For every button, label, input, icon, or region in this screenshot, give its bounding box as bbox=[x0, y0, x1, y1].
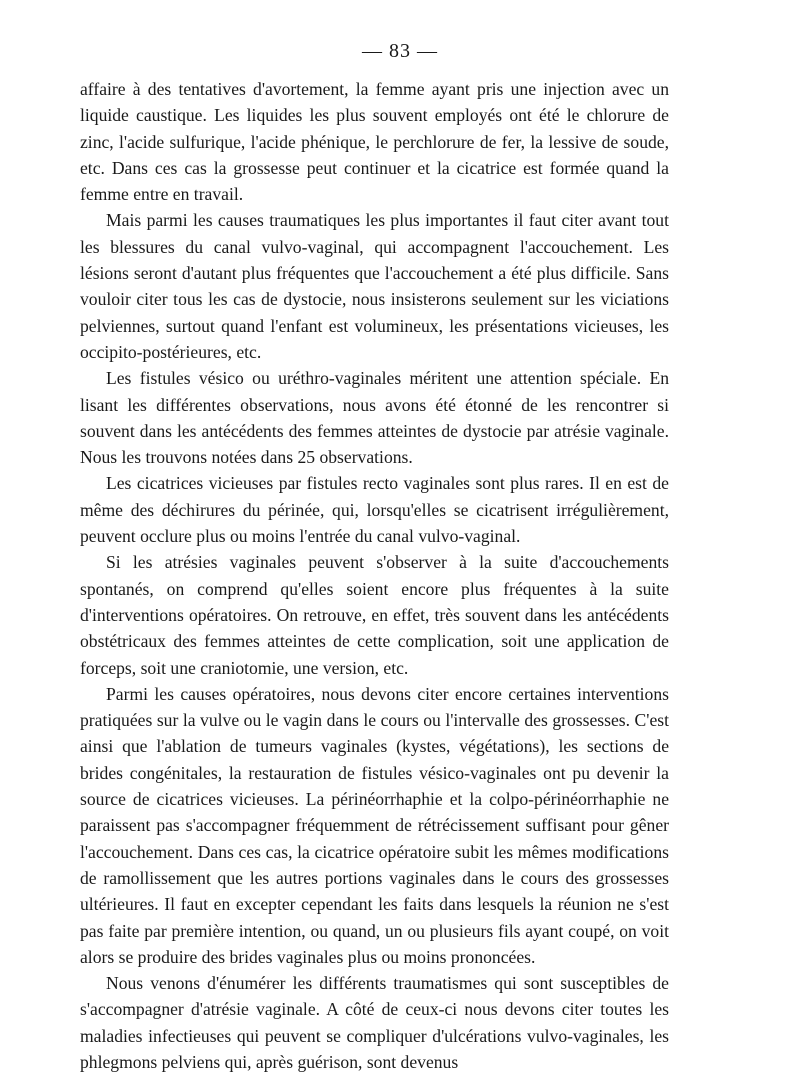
page-number: — 83 — bbox=[362, 40, 438, 62]
paragraph-4: Les cicatrices vicieuses par fistules recto vaginales sont plus rares. Il en est de même des déchirures du périnée, qui, lorsqu'elles se cicatrisent irrégulièrement, peuvent occlure plus ou moins l'entrée du canal vulvo-vaginal. bbox=[80, 473, 669, 547]
paragraph-1: affaire à des tentatives d'avortement, la femme ayant pris une injection avec un liquide caustique. Les liquides les plus souvent employés ont été le chlorure de zinc, l'acide sulfurique, l'acide phénique, le perchlorure de fer, la lessive de soude, etc. Dans ces cas la grossesse peut continuer et la cicatrice est formée quand la femme entre en travail. bbox=[80, 79, 669, 205]
paragraph-7: Nous venons d'énumérer les différents traumatismes qui sont susceptibles de s'accompagner d'atrésie vaginale. A côté de ceux-ci nous devons citer toutes les maladies infectieuses qui peuvent se compliquer d'ulcérations vulvo-vaginales, les phlegmons pelviens qui, après guérison, sont devenus bbox=[80, 973, 669, 1072]
body-text bbox=[80, 76, 669, 1075]
paragraph-2: Mais parmi les causes traumatiques les plus importantes il faut citer avant tout les blessures du canal vulvo-vaginal, qui accompagnent l'accouchement. Les lésions seront d'autant plus fréquentes que l'accouchement a été plus difficile. Sans vouloir citer tous les cas de dystocie, nous insisterons seulement sur les viciations pelviennes, surtout quand l'enfant est volumineux, les présentations vicieuses, les occipito-postérieures, etc. bbox=[80, 210, 669, 362]
paragraph-6: Parmi les causes opératoires, nous devons citer encore certaines interventions pratiquées sur la vulve ou le vagin dans le cours ou l'intervalle des grossesses. C'est ainsi que l'ablation de tumeurs vaginales (kystes, végétations), les sections de brides congénitales, la restauration de fistules vésico-vaginales ont pu devenir la source de cicatrices vicieuses. La périnéorrhaphie et la colpo-périnéorrhaphie ne paraissent pas s'accompagner fréquemment de rétrécissement suffisant pour gêner l'accouchement. Dans ces cas, la cicatrice opératoire subit les mêmes modifications de ramollissement que les autres portions vaginales dans le cours des grossesses ultérieures. Il faut en excepter cependant les faits dans lesquels la réunion ne s'est pas faite par première intention, ou quand, un ou plusieurs fils ayant coupé, on voit alors se produire des brides vaginales plus ou moins prononcées. bbox=[80, 683, 669, 967]
paragraph-5: Si les atrésies vaginales peuvent s'observer à la suite d'accouchements spontanés, on comprend qu'elles soient encore plus fréquentes à la suite d'interventions opératoires. On retrouve, en effet, très souvent dans les antécédents obstétricaux des femmes atteintes de cette complication, soit une application de forceps, soit une craniotomie, une version, etc. bbox=[80, 552, 669, 678]
paragraph-3: Les fistules vésico ou uréthro-vaginales méritent une attention spéciale. En lisant les différentes observations, nous avons été étonné de les rencontrer si souvent dans les antécédents des femmes atteintes de dystocie par atrésie vaginale. Nous les trouvons notées dans 25 observations. bbox=[80, 368, 669, 468]
